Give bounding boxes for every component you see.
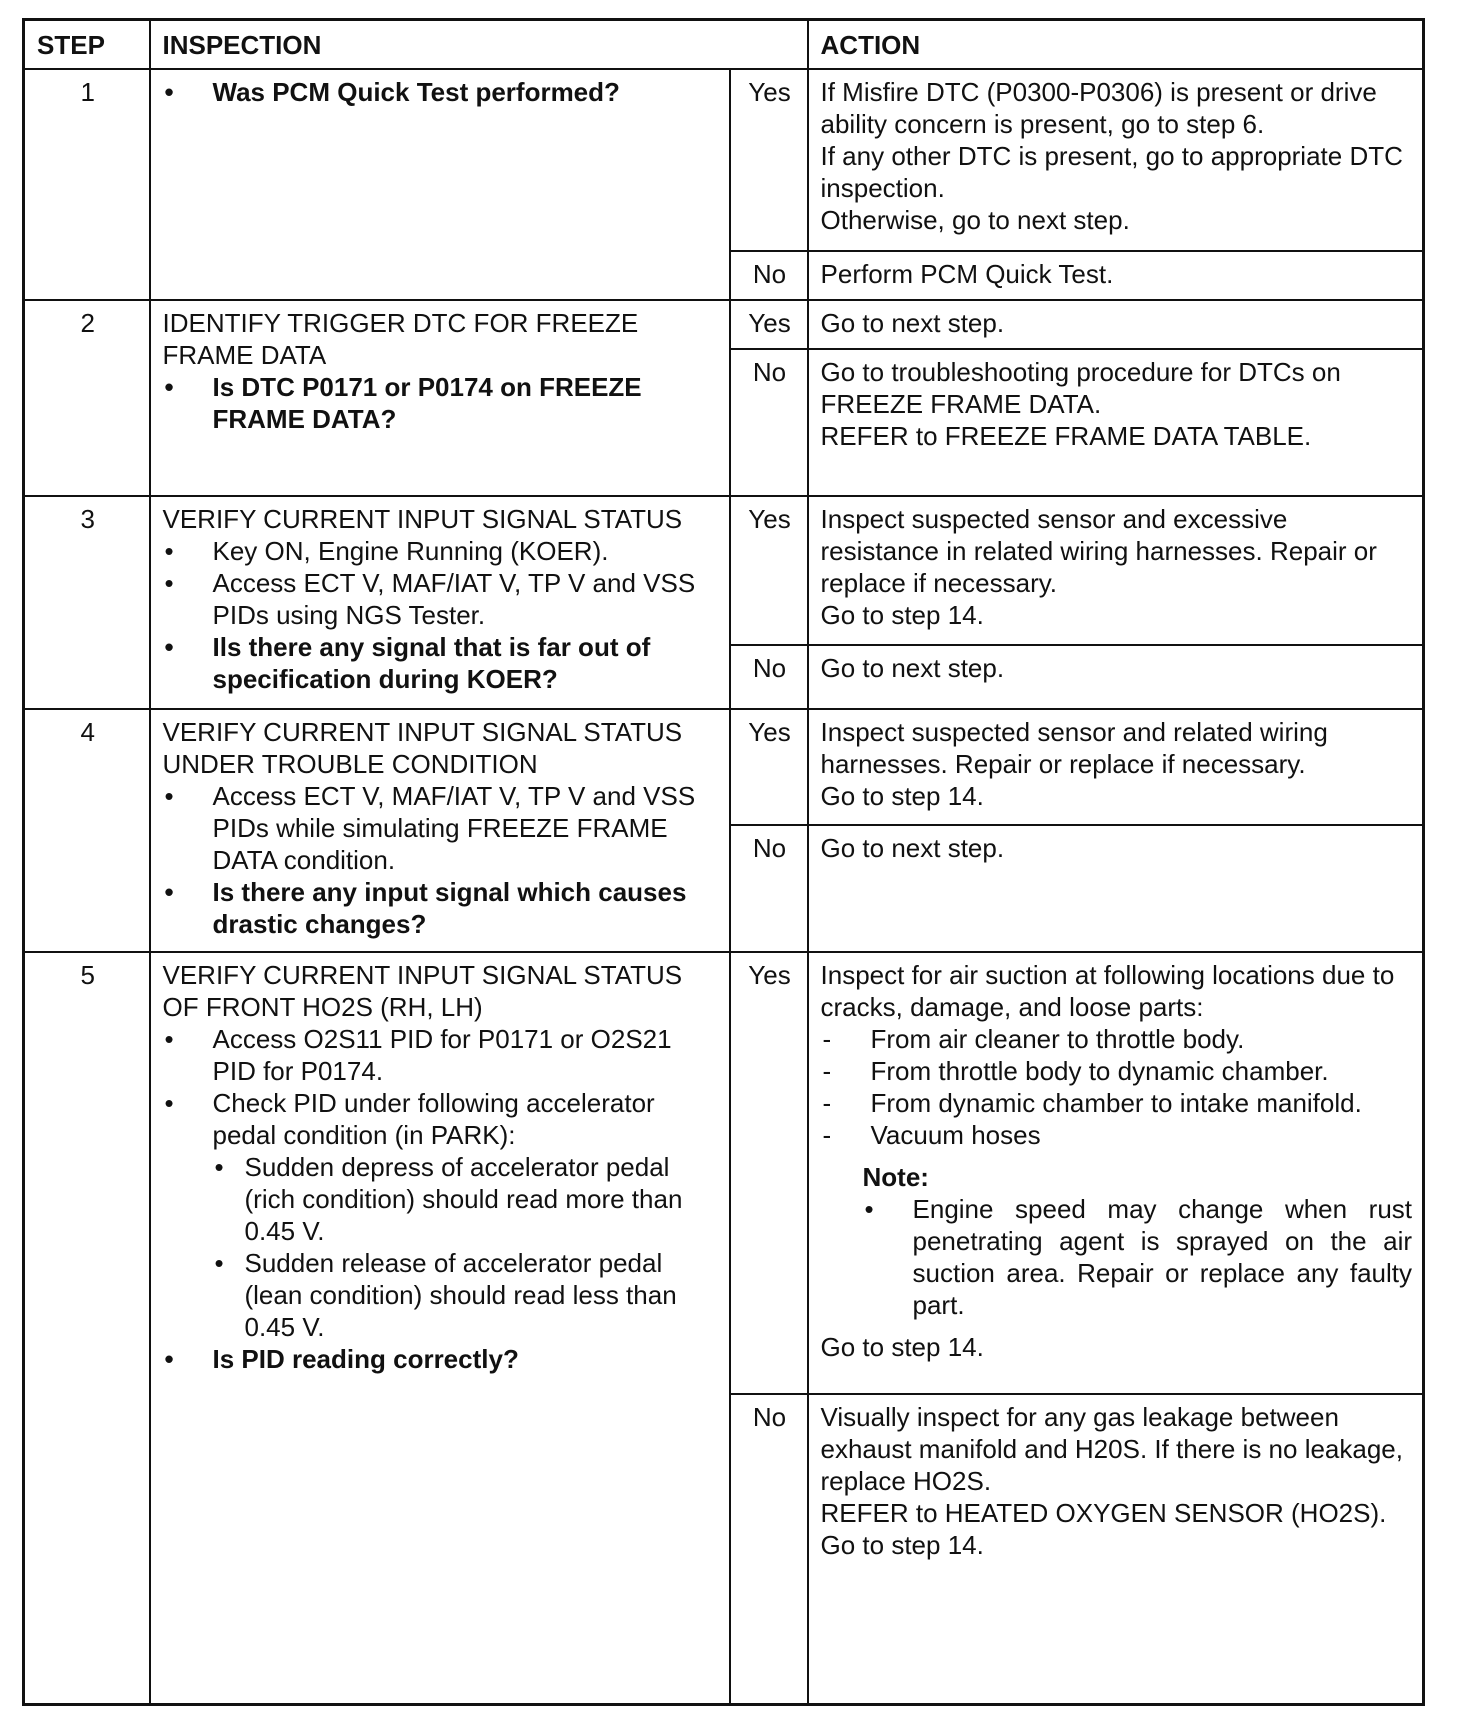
header-step: STEP [24, 20, 150, 69]
step-2-question: • Is DTC P0171 or P0174 on FREEZE FRAME DATA? [163, 371, 719, 435]
answer-yes: Yes [730, 496, 808, 645]
answer-no: No [730, 825, 808, 952]
note-text: • Engine speed may change when rust penetrating agent is sprayed on the air suction area. Repair or replace any faulty part. [863, 1193, 1413, 1321]
note-title: Note: [862, 1161, 929, 1192]
answer-no: No [730, 251, 808, 300]
header-action: ACTION [808, 20, 1424, 69]
location-item: - From throttle body to dynamic chamber. [821, 1055, 1413, 1087]
answer-yes: Yes [730, 709, 808, 826]
action-line: If any other DTC is present, go to appropriate DTC inspection. [820, 140, 1403, 203]
answer-yes: Yes [730, 69, 808, 251]
step-4-yes-row [24, 709, 1424, 826]
step-5-bullet [163, 1087, 719, 1343]
step-5-bullet-text: Check PID under following accelerator pedal condition (in PARK): [212, 1087, 655, 1150]
step-5-yes-row [24, 952, 1424, 1394]
step-3-inspection [150, 496, 730, 709]
action-line: Go to step 14. [820, 1529, 984, 1560]
step-4-question: • Is there any input signal which causes drastic changes? [163, 876, 719, 940]
action-line: REFER to FREEZE FRAME DATA TABLE. [820, 420, 1312, 451]
step-2-title: IDENTIFY TRIGGER DTC FOR FREEZE FRAME DATA [162, 307, 639, 370]
step-5-question: • Is PID reading correctly? [163, 1343, 719, 1375]
note-box [863, 1161, 1413, 1321]
step-5-sub-bullet: • Sudden depress of accelerator pedal (rich condition) should read more than 0.45 V. [213, 1151, 719, 1247]
step-number: 3 [24, 496, 150, 709]
action-line: REFER to HEATED OXYGEN SENSOR (HO2S). [820, 1497, 1387, 1528]
diagnostic-procedure-sheet [22, 18, 1422, 1706]
location-item: - From dynamic chamber to intake manifold. [821, 1087, 1413, 1119]
step-1-yes-action [808, 69, 1424, 251]
step-5-no-action [808, 1394, 1424, 1705]
action-line: Go to troubleshooting procedure for DTCs on FREEZE FRAME DATA. [820, 356, 1341, 419]
step-2-inspection [150, 300, 730, 496]
diagnostic-table [22, 18, 1425, 1706]
step-number: 5 [24, 952, 150, 1705]
answer-yes: Yes [730, 952, 808, 1394]
step-2-no-action [808, 349, 1424, 496]
step-3-no-action: Go to next step. [808, 645, 1424, 708]
step-4-bullet: • Access ECT V, MAF/IAT V, TP V and VSS PIDs while simulating FREEZE FRAME DATA condition. [163, 780, 719, 876]
answer-yes: Yes [730, 300, 808, 349]
action-line: Go to step 14. [820, 599, 984, 630]
step-4-title: VERIFY CURRENT INPUT SIGNAL STATUS UNDER TROUBLE CONDITION [162, 716, 683, 779]
step-5-bullet: • Access O2S11 PID for P0171 or O2S21 PID for P0174. [163, 1023, 719, 1087]
action-line: Otherwise, go to next step. [820, 204, 1130, 235]
step-number: 4 [24, 709, 150, 952]
step-5-sub-bullet: • Sudden release of accelerator pedal (lean condition) should read less than 0.45 V. [213, 1247, 719, 1343]
answer-no: No [730, 349, 808, 496]
step-4-yes-action [808, 709, 1424, 826]
action-line: If Misfire DTC (P0300-P0306) is present or drive ability concern is present, go to step 6. [820, 76, 1377, 139]
step-5-inspection [150, 952, 730, 1705]
step-1-inspection [150, 69, 730, 300]
step-4-inspection [150, 709, 730, 952]
step-1-question: • Was PCM Quick Test performed? [163, 76, 719, 108]
location-item: - From air cleaner to throttle body. [821, 1023, 1413, 1055]
action-line: Go to step 14. [820, 780, 984, 811]
step-5-title: VERIFY CURRENT INPUT SIGNAL STATUS OF FRONT HO2S (RH, LH) [162, 959, 683, 1022]
step-3-yes-row [24, 496, 1424, 645]
step-number: 2 [24, 300, 150, 496]
action-line: Go to step 14. [820, 1331, 984, 1362]
header-inspection: INSPECTION [150, 20, 808, 69]
step-3-bullet: • Key ON, Engine Running (KOER). [163, 535, 719, 567]
action-line: Inspect suspected sensor and excessive resistance in related wiring harnesses. Repair or replace if necessary. [820, 503, 1377, 598]
step-5-yes-action [808, 952, 1424, 1394]
step-2-yes-row [24, 300, 1424, 349]
answer-no: No [730, 645, 808, 708]
step-3-title: VERIFY CURRENT INPUT SIGNAL STATUS [162, 503, 683, 534]
step-4-no-action: Go to next step. [808, 825, 1424, 952]
step-number: 1 [24, 69, 150, 300]
step-1-no-action: Perform PCM Quick Test. [808, 251, 1424, 300]
table-header-row [24, 20, 1424, 69]
answer-no: No [730, 1394, 808, 1705]
step-1-yes-row [24, 69, 1424, 251]
step-3-bullet: • Access ECT V, MAF/IAT V, TP V and VSS PIDs using NGS Tester. [163, 567, 719, 631]
action-line: Inspect for air suction at following locations due to cracks, damage, and loose parts: [820, 959, 1395, 1022]
action-line: Inspect suspected sensor and related wiring harnesses. Repair or replace if necessary. [820, 716, 1328, 779]
location-item: - Vacuum hoses [821, 1119, 1413, 1151]
action-line: Visually inspect for any gas leakage between exhaust manifold and H20S. If there is no leakage, replace HO2S. [820, 1401, 1403, 1496]
step-3-yes-action [808, 496, 1424, 645]
step-2-yes-action: Go to next step. [808, 300, 1424, 349]
step-3-question: • Ils there any signal that is far out of specification during KOER? [163, 631, 719, 695]
